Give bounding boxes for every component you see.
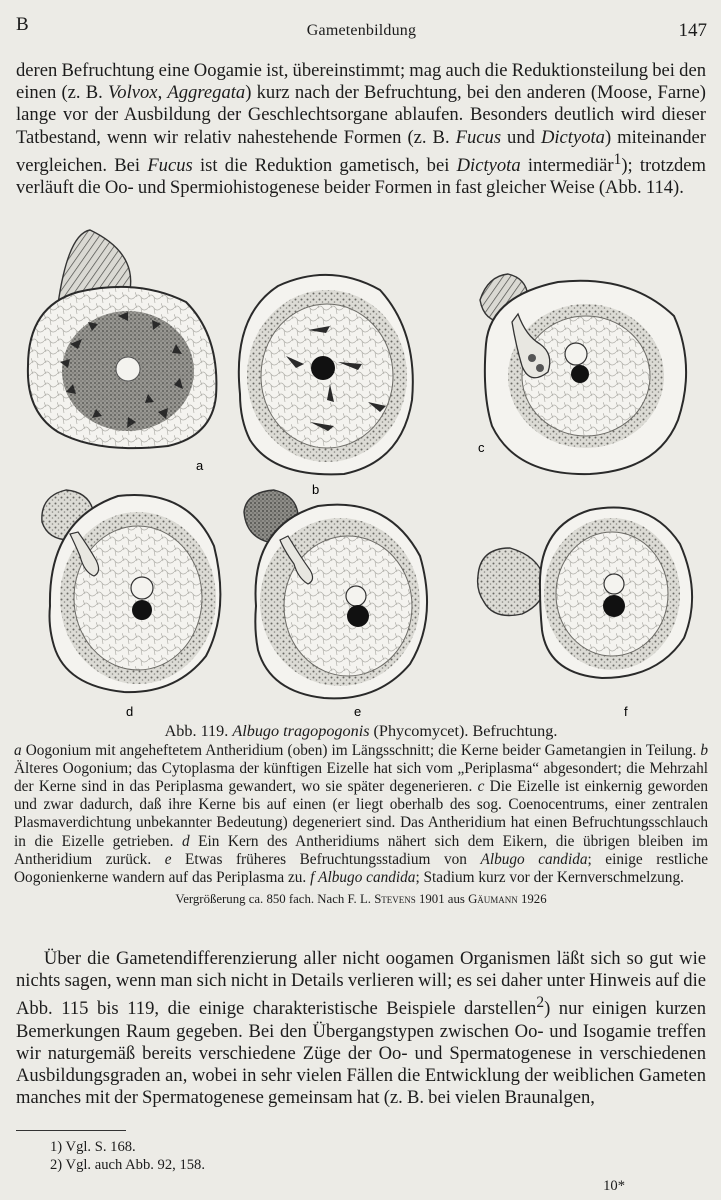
- text-run: Die Eizelle ist einkernig geworden und zwar dadurch, daß ihre Kerne bis auf einen (er liegt oberhalb des sog. Coenocentrums, einer zentralen Plasmaverdichtung unbekannter Bedeutung) degeneriert sind. Das Antheridium hat einen Befruchtungsschlauch in die Eizelle getrieben.: [14, 778, 708, 850]
- panel-label-f: f: [624, 704, 628, 719]
- taxon-name: Albugo tragopogonis: [232, 722, 370, 740]
- panel-label-b: b: [312, 482, 320, 497]
- egg-cytoplasm: [284, 536, 412, 676]
- panel-f: [478, 508, 692, 678]
- panel-ref: b: [700, 742, 708, 760]
- panel-d: [42, 490, 221, 692]
- page-header: [16, 14, 707, 44]
- text-run: Über die Gametendifferenzierung aller nicht oogamen Organismen läßt sich so gut wie nichts sagen, wenn man sich nicht in Details verlieren will; es sei daher unter Hinweis auf die Abb. 115 bis 119, die einige charakteristische Beispiele darstellen: [16, 948, 706, 1020]
- text-run: Vergrößerung ca. 850 fach. Nach F. L.: [175, 891, 375, 906]
- panel-ref: f: [310, 868, 315, 886]
- panel-label-c: c: [478, 440, 485, 455]
- caption-body: [14, 742, 708, 887]
- text-run: 1901 aus: [415, 891, 469, 906]
- text-run: Oogonium mit angeheftetem Antheridium (oben) im Längsschnitt; die Kerne beider Gametangien in Teilung.: [21, 742, 701, 760]
- footnote-ref: 1: [613, 150, 622, 168]
- footnote-ref: 2: [536, 994, 545, 1012]
- text-run: ; einige restliche Oogonienkerne wandern auf das Periplasma zu.: [14, 850, 709, 886]
- body-paragraph: [16, 948, 706, 1110]
- egg-nucleus: [131, 577, 153, 599]
- text-run: und: [501, 126, 541, 148]
- sheet-signature: 10*: [603, 1178, 625, 1194]
- text-run: intermediär: [520, 155, 614, 176]
- panel-b: [239, 275, 413, 474]
- taxon-name: Dictyota: [456, 155, 521, 176]
- text-run: deren Befruchtung eine Oogamie ist, übereinstimmt; mag auch die Reduktionsteilung bei den einen (z. B.: [16, 60, 706, 104]
- text-run: ) miteinander vergleichen. Bei: [16, 126, 706, 176]
- coenocentrum: [603, 595, 625, 617]
- text-run: ; Stadium kurz vor der Kernverschmelzung.: [415, 868, 684, 886]
- panel-ref: d: [181, 832, 190, 850]
- coenocentrum: [347, 605, 369, 627]
- text-run: (Phycomycet). Befruchtung.: [369, 722, 558, 740]
- panel-label-a: a: [196, 458, 204, 473]
- text-run: Etwas früheres Befruchtungsstadium von: [171, 850, 481, 868]
- taxon-name: Dictyota: [540, 126, 605, 148]
- panel-c: [480, 274, 686, 474]
- egg-nucleus: [604, 574, 624, 594]
- panel-ref: c: [477, 778, 485, 796]
- text-run: Abb. 119.: [164, 722, 233, 740]
- text-run: Älteres Oogonium; das Cytoplasma der künftigen Eizelle hat sich vom „Periplasma“ abgesondert; die Mehrzahl der Kerne sind in das Periplasma gewandert, wo sie später degenerieren.: [14, 760, 708, 796]
- coenocentrum: [116, 357, 140, 381]
- intro-paragraph: [16, 60, 706, 199]
- panel-label-d: d: [126, 704, 134, 719]
- taxon-name: Volvox: [108, 82, 158, 104]
- author-name: Gäumann: [468, 891, 518, 906]
- footnote-1: 1) Vgl. S. 168.: [50, 1139, 136, 1155]
- panel-ref: a: [14, 742, 22, 760]
- text-run: 1926: [517, 891, 547, 906]
- footnote-divider: [16, 1130, 126, 1131]
- coenocentrum: [571, 365, 589, 383]
- figure-caption: [14, 722, 708, 908]
- taxon-name: Albugo candida: [318, 868, 416, 886]
- figure-illustration: [18, 226, 704, 726]
- antheridium: [478, 548, 545, 616]
- panel-a: [28, 230, 217, 448]
- running-title: Gametenbildung: [306, 22, 417, 39]
- egg-nucleus: [311, 356, 335, 380]
- taxon-name: Fucus: [147, 155, 193, 176]
- egg-nucleus: [346, 586, 366, 606]
- page-number: 147: [678, 20, 707, 41]
- figure-albugo-fertilization: [18, 226, 704, 726]
- figure-credit: [14, 890, 708, 908]
- text-run: ) kurz nach der Befruchtung, bei den anderen (Moose, Farne) lange vor der Ausbildung der Geschlechtsorgane ablaufen. Besonders deutlich wird dieser Tatbestand, wenn wir relativ nahestehende Formen (z. B.: [16, 82, 707, 148]
- text-run: ,: [157, 82, 168, 104]
- signature-mark: B: [16, 14, 29, 35]
- coenocentrum: [132, 600, 152, 620]
- taxon-name: Aggregata: [167, 82, 246, 104]
- author-name: Stevens: [374, 891, 416, 906]
- egg-nucleus: [565, 343, 587, 365]
- text-run: ist die Reduktion gametisch, bei: [192, 155, 457, 176]
- panel-ref: e: [164, 850, 172, 868]
- text-run: ); trotzdem verläuft die Oo- und Spermiohistogenese beider Formen in fast gleicher Weise (Abb. 114).: [16, 155, 706, 199]
- text-run: Ein Kern des Antheridiums nähert sich dem Eikern, die übrigen bleiben im Antheridium zurück.: [14, 832, 708, 868]
- panel-label-e: e: [354, 704, 362, 719]
- text-run: ) nur einigen kurzen Bemerkungen Raum gegeben. Bei den Übergangstypen zwischen Oo- und Isogamie treffen wir naturgemäß bereits verschiedene Züge der Oo- und Spermatogenese in verschiedenen Ausbildungsgraden an, wobei in sehr vielen Fällen die Entwicklung der weiblichen Gameten manches mit der Spermatogenese gemeinsam hat (z. B. bei vielen Braunalgen,: [16, 998, 706, 1109]
- taxon-name: Fucus: [455, 126, 502, 148]
- footnote-2: 2) Vgl. auch Abb. 92, 158.: [50, 1157, 205, 1173]
- panel-e: [244, 490, 427, 698]
- taxon-name: Albugo candida: [480, 850, 588, 868]
- caption-title: [14, 722, 708, 740]
- footnotes: [50, 1138, 205, 1174]
